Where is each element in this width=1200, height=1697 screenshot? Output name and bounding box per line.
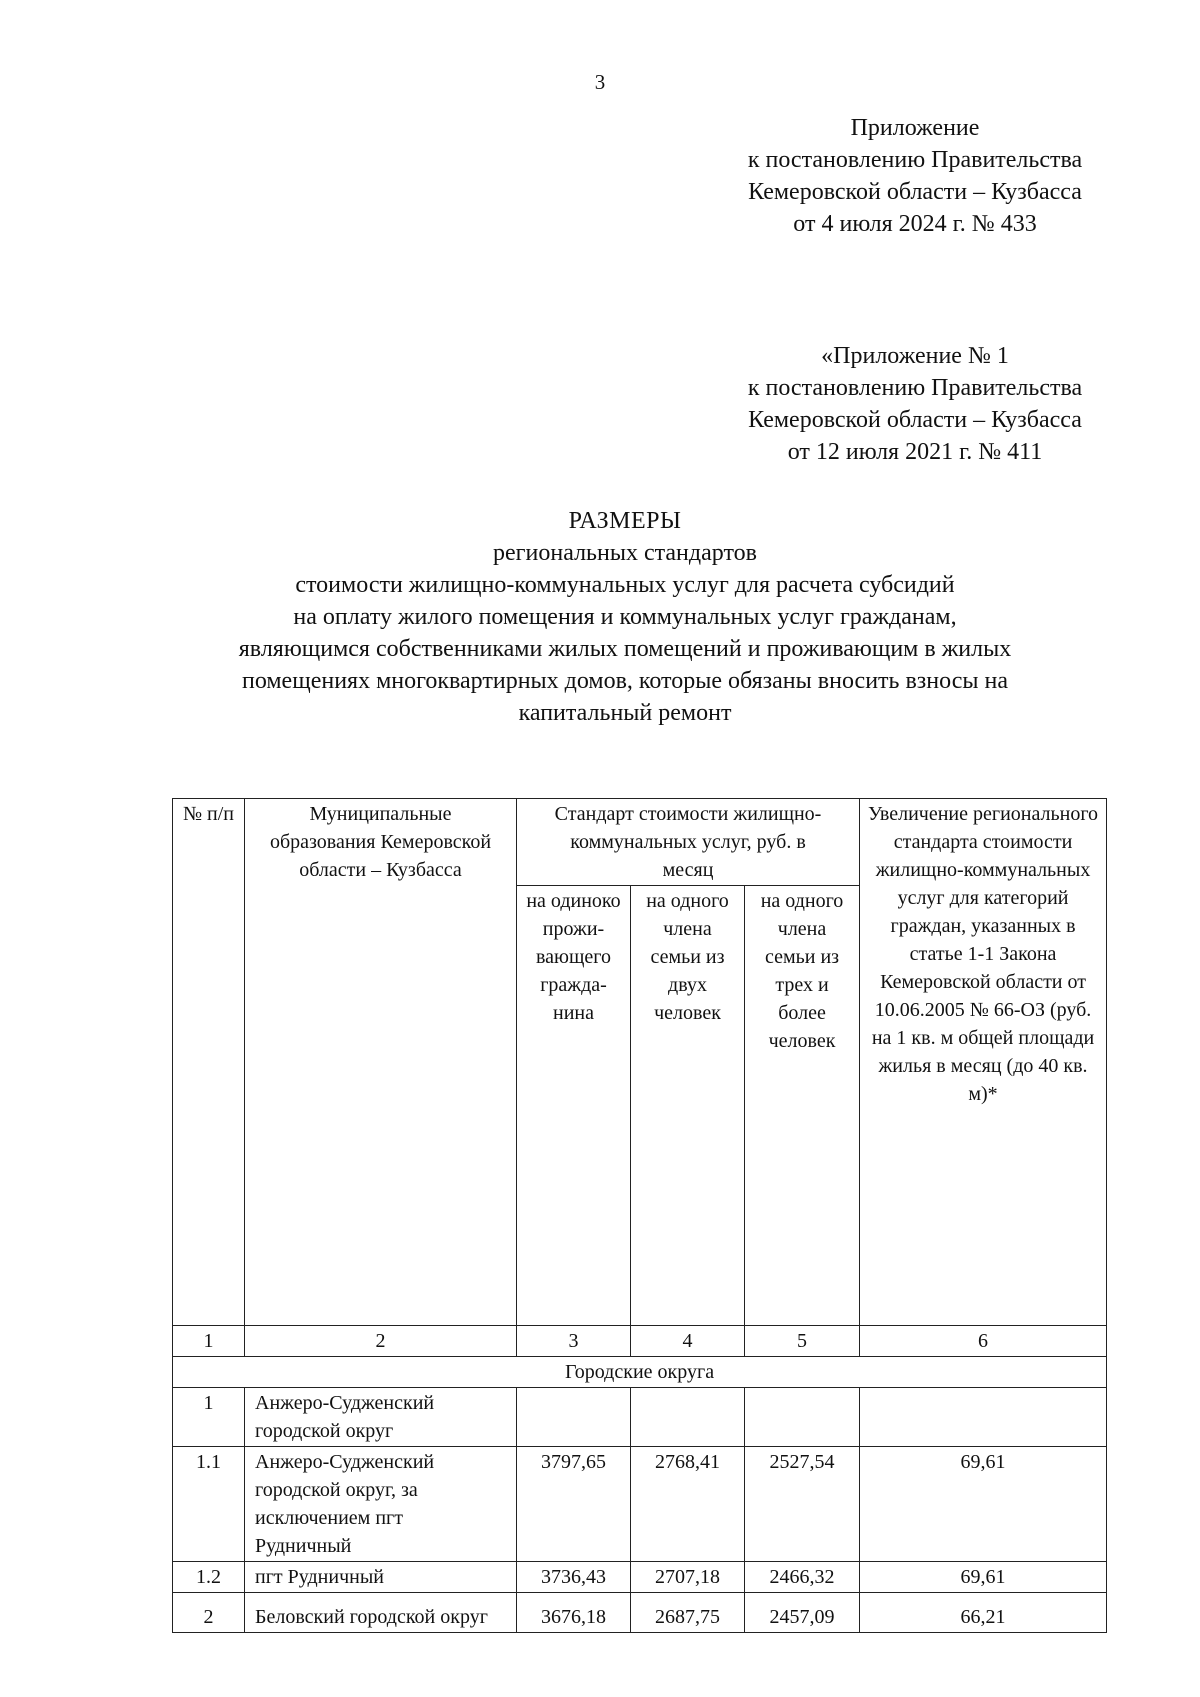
title-line: помещениях многоквартирных домов, которые обязаны вносить взносы на [241, 668, 1008, 694]
row-two: 2687,75 [631, 1593, 745, 1633]
row-three [745, 1388, 860, 1447]
row-increase: 66,21 [860, 1593, 1107, 1633]
header-num: № п/п [173, 799, 245, 1326]
section-row [173, 1357, 1107, 1388]
section-title: Городские округа [173, 1357, 1107, 1388]
header-row [173, 799, 1107, 886]
standards-table [172, 798, 1107, 1633]
row-three: 2466,32 [745, 1562, 860, 1593]
header-increase: Увеличение регионального стандарта стоимости жилищно-коммунальных услуг для категорий граждан, указанных в статье 1-1 Закона Кемеровской области от 10.06.2005 № 66-ОЗ (руб. на 1 кв. м общей площади жилья в месяц (до 40 кв. м)* [860, 799, 1107, 1326]
column-number: 1 [173, 1326, 245, 1357]
column-number: 5 [745, 1326, 860, 1357]
table-row [173, 1562, 1107, 1593]
row-two: 2707,18 [631, 1562, 745, 1593]
title-line: на оплату жилого помещения и коммунальных услуг гражданам, [293, 604, 957, 630]
title-line: региональных стандартов [493, 540, 757, 566]
row-single: 3797,65 [517, 1447, 631, 1562]
table-row [173, 1593, 1107, 1633]
appendix-reference-original [700, 340, 1130, 468]
row-num: 1.2 [173, 1562, 245, 1593]
appendix-line: Приложение [850, 115, 980, 141]
row-single: 3736,43 [517, 1562, 631, 1593]
appendix-line: от 12 июля 2021 г. № 411 [787, 439, 1043, 465]
document-title [130, 505, 1120, 729]
title-line: капитальный ремонт [518, 700, 732, 726]
row-num: 1 [173, 1388, 245, 1447]
column-number: 3 [517, 1326, 631, 1357]
column-number: 4 [631, 1326, 745, 1357]
row-increase: 69,61 [860, 1447, 1107, 1562]
column-number-row [173, 1326, 1107, 1357]
header-three: на одного члена семьи из трех и более человек [745, 886, 860, 1326]
appendix-line: «Приложение № 1 [821, 343, 1009, 369]
row-municipality: Беловский городской округ [245, 1593, 517, 1633]
row-two [631, 1388, 745, 1447]
header-two: на одного члена семьи из двух человек [631, 886, 745, 1326]
row-num: 2 [173, 1593, 245, 1633]
appendix-line: Кемеровской области – Кузбасса [748, 407, 1082, 433]
row-municipality: Анжеро-Судженский городской округ [245, 1388, 517, 1447]
appendix-reference-current [700, 112, 1130, 240]
table-row [173, 1388, 1107, 1447]
row-single [517, 1388, 631, 1447]
column-number: 6 [860, 1326, 1107, 1357]
appendix-line: Кемеровской области – Кузбасса [748, 179, 1082, 205]
appendix-line: к постановлению Правительства [747, 375, 1083, 401]
row-increase: 69,61 [860, 1562, 1107, 1593]
header-standard: Стандарт стоимости жилищно-коммунальных услуг, руб. в месяц [517, 799, 860, 886]
page-number: 3 [594, 70, 606, 94]
title-heading: РАЗМЕРЫ [568, 508, 682, 534]
appendix-line: к постановлению Правительства [747, 147, 1083, 173]
row-num: 1.1 [173, 1447, 245, 1562]
appendix-line: от 4 июля 2024 г. № 433 [793, 211, 1037, 237]
header-single: на одиноко прожи-вающего гражда-нина [517, 886, 631, 1326]
row-increase [860, 1388, 1107, 1447]
table-row [173, 1447, 1107, 1562]
row-single: 3676,18 [517, 1593, 631, 1633]
title-line: являющимся собственниками жилых помещений и проживающим в жилых [238, 636, 1012, 662]
row-municipality: пгт Рудничный [245, 1562, 517, 1593]
row-three: 2527,54 [745, 1447, 860, 1562]
column-number: 2 [245, 1326, 517, 1357]
row-three: 2457,09 [745, 1593, 860, 1633]
title-line: стоимости жилищно-коммунальных услуг для расчета субсидий [295, 572, 955, 598]
row-two: 2768,41 [631, 1447, 745, 1562]
row-municipality: Анжеро-Судженский городской округ, за исключением пгт Рудничный [245, 1447, 517, 1562]
header-municipality: Муниципальные образования Кемеровской области – Кузбасса [245, 799, 517, 1326]
